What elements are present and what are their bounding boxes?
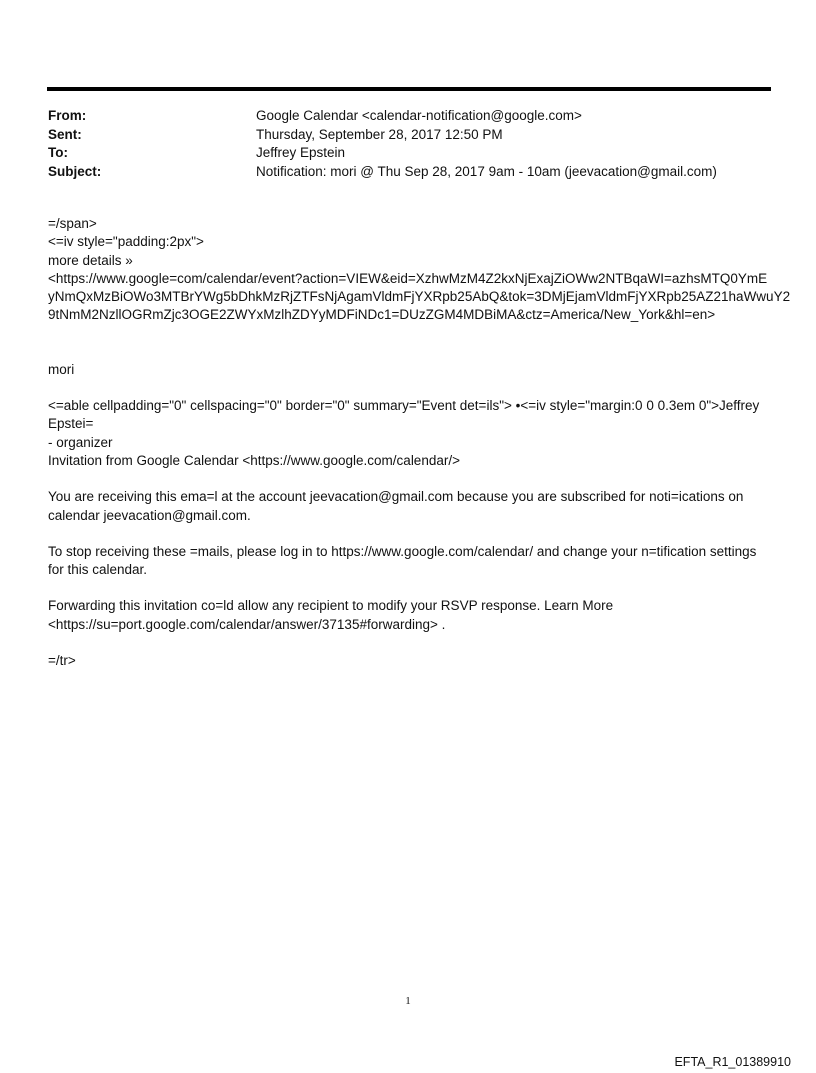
sent-label: Sent: — [48, 126, 82, 142]
header-divider — [47, 87, 771, 91]
receiving-notice: calendar jeevacation@gmail.com. — [48, 507, 251, 523]
subject-label: Subject: — [48, 163, 102, 179]
from-value: Google Calendar <calendar-notification@google.com> — [256, 108, 582, 123]
to-value: Jeffrey Epstein — [256, 145, 346, 160]
to-row — [48, 144, 717, 163]
bates-stamp: EFTA_R1_01389910 — [674, 1055, 791, 1069]
more-details-link[interactable]: more details » — [48, 252, 133, 268]
event-url-line: 9tNmM2NzllOGRmZjc3OGE2ZWYxMzlhZDYyMDFiNDc1=DUzZGM4MDBiMA&ctz=America/New_York&hl=en> — [48, 307, 716, 323]
subject-value: Notification: mori @ Thu Sep 28, 2017 9am - 10am (jeevacation@gmail.com) — [256, 163, 717, 179]
body-line: <=able cellpadding="0" cellspacing="0" border="0" summary="Event det=ils"> •<=iv style="margin:0 0 0.3em 0">Jeffrey — [48, 398, 760, 414]
invitation-text: Invitation from Google Calendar <https://www.google.com/calendar/> — [48, 452, 460, 468]
organizer-text: - organizer — [48, 434, 113, 450]
email-body — [48, 215, 791, 670]
event-url-line: yNmQxMzBiOWo3MTBrYWg5bDhkMzRjZTFsNjAgamVldmFjYXRpb25AbQ&tok=3DMjEjamVldmFjYXRpb25AZ21haWwuY2 — [48, 289, 791, 305]
stop-notice: for this calendar. — [48, 562, 148, 578]
event-url-line: <https://www.google=com/calendar/event?action=VIEW&eid=XzhwMzM4Z2kxNjExajZiOWw2NTBqaWI=azhsMTQ0YmE — [48, 270, 768, 286]
body-line: =/tr> — [48, 653, 76, 669]
to-label: To: — [48, 145, 68, 160]
subject-row — [48, 163, 717, 182]
forwarding-link[interactable]: <https://su=port.google.com/calendar/answer/37135#forwarding> . — [48, 616, 446, 632]
from-label: From: — [48, 108, 87, 123]
body-line: <=iv style="padding:2px"> — [48, 234, 204, 250]
sent-row — [48, 126, 717, 145]
stop-notice: To stop receiving these =mails, please log in to https://www.google.com/calendar/ and change your n=tification settings — [48, 543, 757, 559]
from-row — [48, 107, 717, 126]
page-number: 1 — [405, 995, 411, 1007]
receiving-notice: You are receiving this ema=l at the account jeevacation@gmail.com because you are subscribed for noti=ications on — [48, 489, 744, 505]
body-line: Epstei= — [48, 416, 94, 432]
event-name: mori — [48, 361, 75, 377]
forwarding-notice: Forwarding this invitation co=ld allow any recipient to modify your RSVP response. Learn More — [48, 598, 614, 614]
email-header — [48, 107, 717, 181]
sent-value: Thursday, September 28, 2017 12:50 PM — [256, 126, 503, 142]
body-line: =/span> — [48, 216, 97, 231]
